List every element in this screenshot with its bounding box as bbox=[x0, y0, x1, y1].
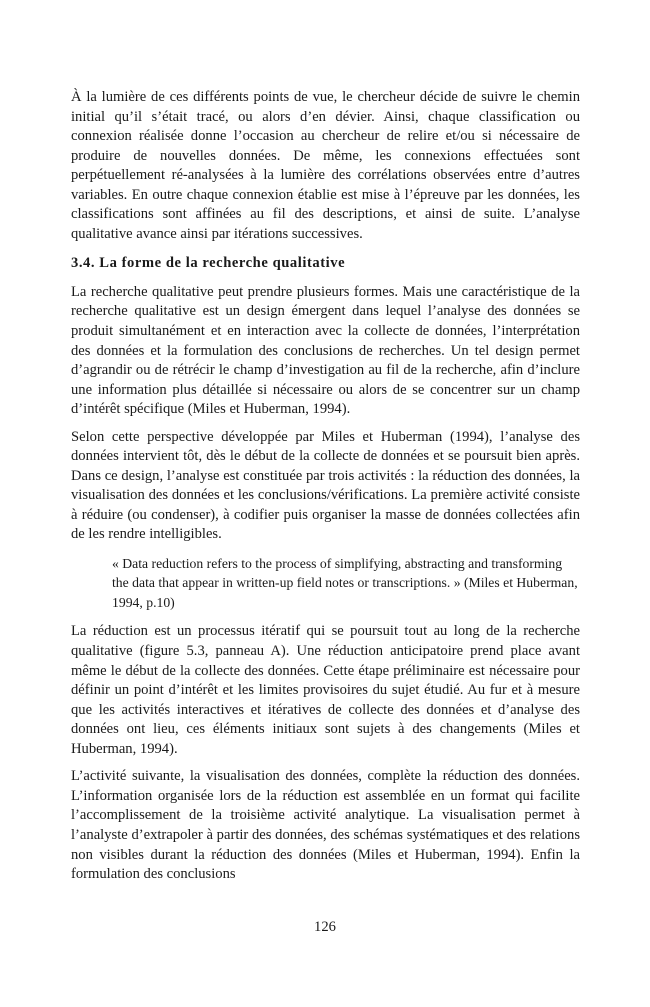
blockquote-text: « Data reduction refers to the process of simplifying, abstracting and transforming the data that appear in written-up field notes or transcriptions. » (Miles et Huberman, 1994, p.10) bbox=[112, 555, 578, 610]
paragraph-intro-perspectives: À la lumière de ces différents points de vue, le chercheur décide de suivre le chemin initial qu’il s’était tracé, ou alors d’en dévier. Ainsi, chaque classification ou connexion réalisée donne l’occasion au chercheur de relire et/ou si nécessaire de produire de nouvelles données. De même, les connexions effectuées sont perpétuellement ré-analysées à la lumière des corrélations observées entre d’autres variables. En outre chaque connexion établie est mise à l’épreuve par les données, les classifications sont affinées au fil des descriptions, et ainsi de suite. L’analyse qualitative avance ainsi par itérations successives. bbox=[71, 89, 580, 242]
paragraph-emergent-design: La recherche qualitative peut prendre plusieurs formes. Mais une caractéristique de la recherche qualitative est un design émergent dans lequel l’analyse des données se produit simultanément et en interaction avec la collecte de données, l’interprétation des données et la formulation des conclusions de recherches. Un tel design permet d’agrandir ou de rétrécir le champ d’investigation au fil de la recherche, afin d’inclure une information plus détaillée si nécessaire ou alors de se concentrer sur un champ d’intérêt spécifique (Miles et Huberman, 1994). bbox=[71, 283, 580, 418]
page-content-column bbox=[71, 88, 580, 885]
paragraph-three-activities: Selon cette perspective développée par Miles et Huberman (1994), l’analyse des données intervient tôt, dès le début de la collecte de données et se poursuit bien après. Dans ce design, l’analyse est constituée par trois activités : la réduction des données, la visualisation des données et les conclusions/vérifications. La première activité consiste à réduire (ou condenser), à codifier puis organiser la masse de données collectées afin de les rendre intelligibles. bbox=[71, 428, 580, 543]
paragraph-data-display: L’activité suivante, la visualisation des données, complète la réduction des données. L’information organisée lors de la réduction est assemblée en un format qui facilite l’accomplissement de la troisième activité analytique. La visualisation permet à l’analyste d’extrapoler à partir des données, des schémas systématiques et des relations non visibles durant la réduction des données (Miles et Huberman, 1994). Enfin la formulation des conclusions bbox=[71, 768, 580, 883]
page-number: 126 bbox=[314, 919, 336, 935]
section-heading-3-4: 3.4. La forme de la recherche qualitative bbox=[71, 255, 346, 272]
blockquote-miles-huberman bbox=[112, 554, 581, 613]
paragraph-data-reduction: La réduction est un processus itératif qui se poursuit tout au long de la recherche qualitative (figure 5.3, panneau A). Une réduction anticipatoire prend place avant même le début de la collecte des données. Cette étape préliminaire est nécessaire pour définir un point d’intérêt et les limites provisoires du sujet étudié. Au fur et à mesure que les activités interactives et itératives de collecte des données et d’analyse des données ont lieu, ces éléments initiaux sont sujets à des changements (Miles et Huberman, 1994). bbox=[71, 623, 580, 757]
